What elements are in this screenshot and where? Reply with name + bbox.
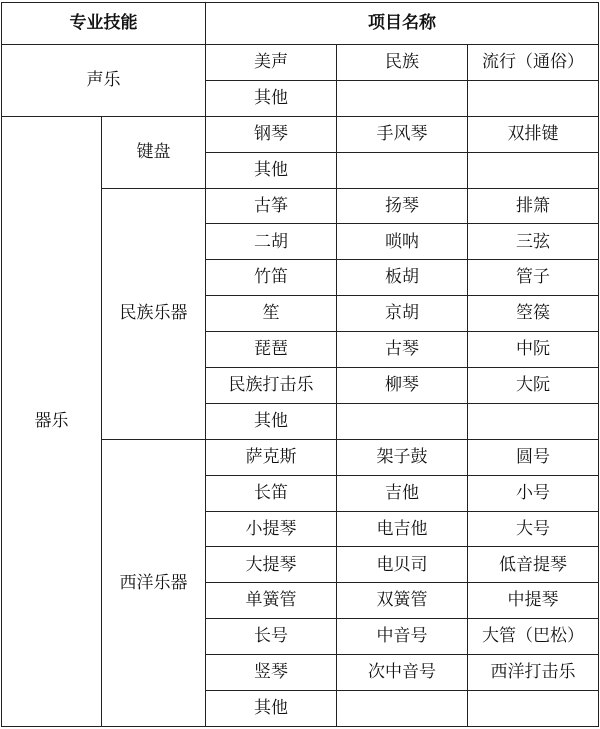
item-cell: 手风琴: [337, 116, 468, 152]
item-cell: 小号: [468, 475, 599, 511]
item-cell: 琵琶: [206, 332, 337, 368]
empty-cell: [468, 152, 599, 188]
item-cell: 低音提琴: [468, 547, 599, 583]
item-cell: 竖琴: [206, 655, 337, 691]
table-row: [2, 116, 599, 152]
item-cell: 美声: [206, 45, 337, 81]
item-cell: 次中音号: [337, 655, 468, 691]
item-cell: 管子: [468, 260, 599, 296]
subcategory-keyboard: 键盘: [102, 116, 206, 188]
item-cell: 其他: [206, 691, 337, 727]
item-cell: 竹笛: [206, 260, 337, 296]
header-item-name: 项目名称: [206, 3, 599, 45]
empty-cell: [337, 691, 468, 727]
item-cell: 中提琴: [468, 583, 599, 619]
item-cell: 流行（通俗）: [468, 45, 599, 81]
skills-table-body: [2, 3, 599, 727]
item-cell: 大管（巴松）: [468, 619, 599, 655]
item-cell: 萨克斯: [206, 439, 337, 475]
item-cell: 扬琴: [337, 188, 468, 224]
item-cell: 电贝司: [337, 547, 468, 583]
item-cell: 三弦: [468, 224, 599, 260]
item-cell: 板胡: [337, 260, 468, 296]
item-cell: 笙: [206, 296, 337, 332]
item-cell: 双排键: [468, 116, 599, 152]
category-vocal: 声乐: [2, 45, 206, 117]
subcategory-folk: 民族乐器: [102, 188, 206, 439]
item-cell: 大号: [468, 511, 599, 547]
item-cell: 二胡: [206, 224, 337, 260]
item-cell: 架子鼓: [337, 439, 468, 475]
category-instrumental: 器乐: [2, 116, 102, 726]
item-cell: 排箫: [468, 188, 599, 224]
item-cell: 中阮: [468, 332, 599, 368]
header-skill-category: 专业技能: [2, 3, 206, 45]
item-cell: 大阮: [468, 368, 599, 404]
item-cell: 其他: [206, 80, 337, 116]
item-cell: 古琴: [337, 332, 468, 368]
item-cell: 唢呐: [337, 224, 468, 260]
empty-cell: [337, 403, 468, 439]
empty-cell: [337, 152, 468, 188]
item-cell: 钢琴: [206, 116, 337, 152]
subcategory-western: 西洋乐器: [102, 439, 206, 726]
table-row: [2, 45, 599, 81]
item-cell: 大提琴: [206, 547, 337, 583]
item-cell: 箜篌: [468, 296, 599, 332]
item-cell: 民族: [337, 45, 468, 81]
item-cell: 小提琴: [206, 511, 337, 547]
item-cell: 京胡: [337, 296, 468, 332]
item-cell: 柳琴: [337, 368, 468, 404]
item-cell: 长号: [206, 619, 337, 655]
item-cell: 西洋打击乐: [468, 655, 599, 691]
empty-cell: [468, 691, 599, 727]
item-cell: 吉他: [337, 475, 468, 511]
empty-cell: [468, 80, 599, 116]
empty-cell: [337, 80, 468, 116]
item-cell: 电吉他: [337, 511, 468, 547]
empty-cell: [468, 403, 599, 439]
header-row: [2, 3, 599, 45]
item-cell: 中音号: [337, 619, 468, 655]
item-cell: 长笛: [206, 475, 337, 511]
item-cell: 古筝: [206, 188, 337, 224]
item-cell: 其他: [206, 152, 337, 188]
item-cell: 民族打击乐: [206, 368, 337, 404]
item-cell: 单簧管: [206, 583, 337, 619]
item-cell: 其他: [206, 403, 337, 439]
skills-table: [1, 2, 599, 727]
item-cell: 双簧管: [337, 583, 468, 619]
item-cell: 圆号: [468, 439, 599, 475]
